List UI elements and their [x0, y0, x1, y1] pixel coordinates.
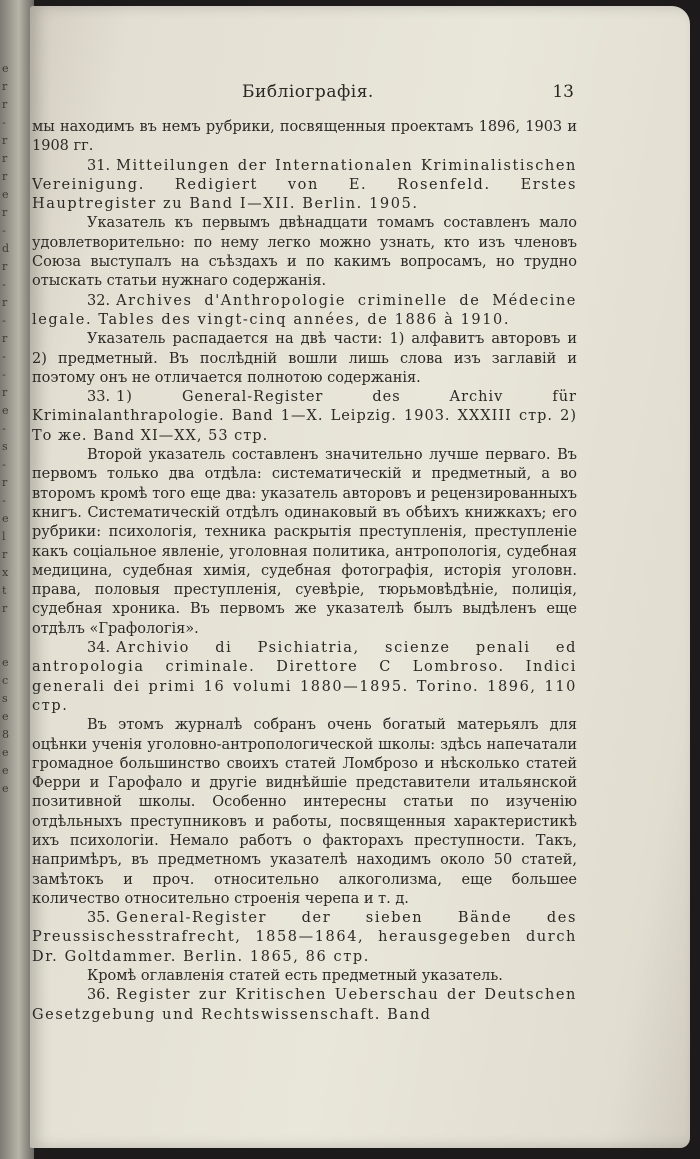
facing-page-fragment: r — [2, 170, 8, 183]
facing-page-fragment: r — [2, 476, 8, 489]
facing-page-fragment: e — [2, 188, 9, 201]
entry-comment-34: Въ этомъ журналѣ собранъ очень богатый матерьялъ для оцѣнки ученія уголовно-антропологической школы: здѣсь напечатали громадное большинство своихъ статей Ломброзо и нѣсколько статей Ферри и Гарофало и другіе виднѣйшіе представители итальянской позитивной школы. Особенно интересны статьи по изученію отдѣльныхъ преступниковъ и работы, посвященныя характеристикѣ ихъ психологіи. Немало работъ о факторахъ преступности. Такъ, напримѣръ, въ предметномъ указателѣ находимъ около 50 статей, замѣтокъ и проч. относительно алкоголизма, еще большее количество относительно строенія черепа и т. д. — [32, 717, 577, 907]
facing-page-fragment: s — [2, 692, 8, 705]
bibliography-entry-35 — [32, 909, 577, 967]
entry-number: 31. — [87, 157, 111, 174]
facing-page-fragment: r — [2, 260, 8, 273]
facing-page-fragment: - — [2, 458, 6, 471]
facing-page-fragment — [2, 636, 28, 654]
bibliography-entry-32 — [32, 292, 577, 331]
facing-page-fragment: e — [2, 746, 9, 759]
facing-page-fragment: e — [2, 512, 9, 525]
entry-number: 33. — [87, 389, 111, 406]
facing-page-fragment: - — [2, 314, 6, 327]
facing-page-text-fragments — [2, 60, 28, 798]
page-number: 13 — [552, 82, 574, 102]
facing-page-fragment: s — [2, 440, 8, 453]
facing-page-fragment — [2, 618, 28, 636]
entry-source: 1) General-Register des Archiv für Kriminalanthrapologie. Band 1—X. Leipzig. 1903. XXXIII стр. 2) То же. Band XI—XX, 53 стр. — [32, 389, 577, 444]
facing-page-fragment: r — [2, 602, 8, 615]
continued-paragraph: мы находимъ въ немъ рубрики, посвященныя проектамъ 1896, 1903 и 1908 гг. — [32, 119, 577, 155]
entry-comment-33: Второй указатель составленъ значительно лучше перваго. Въ первомъ только два отдѣла: систематическій и предметный, а во второмъ кромѣ того еще два: указатель авторовъ и рецензированныхъ книгъ. Систематическій отдѣлъ одинаковый въ обѣихъ книжкахъ; его рубрики: психологія, техника раскрытія преступленія, преступленіе какъ соціальное явленіе, уголовная политика, антропологія, судебная медицина, судебная химія, судебная фотографія, исторія уголовн. права, половыя преступленія, суевѣріе, тюрьмовѣдѣніе, полиція, судебная хроника. Въ первомъ же указателѣ былъ выдѣленъ еще отдѣлъ «Графологія». — [32, 447, 577, 637]
facing-page-fragment: r — [2, 80, 8, 93]
bibliography-entry-36 — [32, 986, 577, 1025]
bibliography-entry-34 — [32, 639, 577, 716]
facing-page-fragment: r — [2, 386, 8, 399]
facing-page-fragment: e — [2, 656, 9, 669]
facing-page-fragment: - — [2, 368, 6, 381]
facing-page-fragment: - — [2, 224, 6, 237]
facing-page-fragment: r — [2, 134, 8, 147]
facing-page-fragment: r — [2, 296, 8, 309]
entry-source: Mitteilungen der Internationalen Kriminalistischen Vereinigung. Redigiert von E. Rosenfeld. Erstes Hauptregister zu Band I—XII. Berlin. 1905. — [32, 157, 577, 213]
facing-page-edge — [0, 0, 34, 1159]
facing-page-fragment: r — [2, 332, 8, 345]
entry-comment-35: Кромѣ оглавленія статей есть предметный указатель. — [87, 968, 503, 985]
facing-page-fragment: - — [2, 278, 6, 291]
entry-number: 35. — [87, 910, 111, 927]
facing-page-fragment: r — [2, 206, 8, 219]
facing-page-fragment: - — [2, 116, 6, 129]
facing-page-fragment: - — [2, 422, 6, 435]
entry-comment-31: Указатель къ первымъ двѣнадцати томамъ составленъ мало удовлетворительно: по нему легко можно узнать, кто изъ членовъ Союза выступалъ на съѣздахъ и по какимъ вопросамъ, но трудно отыскать статьи нужнаго содержанія. — [32, 215, 577, 290]
facing-page-fragment: l — [2, 530, 6, 543]
facing-page-fragment: e — [2, 764, 9, 777]
entry-source: General-Register der sieben Bände des Preussischesstrafrecht, 1858—1864, herausgegeben durch Dr. Goltdammer. Berlin. 1865, 86 стр. — [32, 910, 577, 965]
running-title: Библіографія. — [242, 82, 374, 102]
facing-page-fragment: x — [2, 566, 9, 579]
entry-comment-32: Указатель распадается на двѣ части: 1) алфавитъ авторовъ и 2) предметный. Въ послѣдній вошли лишь слова изъ заглавій и поэтому онъ не отличается полнотою содержанія. — [32, 331, 577, 386]
facing-page-fragment: r — [2, 98, 8, 111]
bibliography-entry-33 — [32, 388, 577, 446]
facing-page-fragment: c — [2, 674, 9, 687]
facing-page-fragment: e — [2, 710, 9, 723]
page-body — [32, 118, 577, 1025]
facing-page-fragment: e — [2, 782, 9, 795]
facing-page-fragment: r — [2, 548, 8, 561]
book-page — [30, 6, 690, 1148]
facing-page-fragment: e — [2, 62, 9, 75]
entry-source: Archives d'Anthropologie criminelle de Médecine legale. Tables des vingt-cinq années, de 1886 à 1910. — [32, 292, 577, 328]
entry-source: Archivio di Psichiatria, scienze penali ed antropologia criminale. Direttore C Lombroso. Indici generali dei primi 16 volumi 1880—1895. Torino. 1896, 110 стр. — [32, 640, 577, 714]
facing-page-fragment: e — [2, 404, 9, 417]
facing-page-fragment: - — [2, 494, 6, 507]
bibliography-entry-31 — [32, 157, 577, 215]
facing-page-fragment: r — [2, 152, 8, 165]
entry-number: 34. — [87, 640, 111, 657]
entry-source: Register zur Kritischen Ueberschau der Deutschen Gesetzgebung und Rechtswissenschaft. Band — [32, 987, 577, 1023]
facing-page-fragment: t — [2, 584, 7, 597]
entry-number: 32. — [87, 292, 111, 309]
entry-number: 36. — [87, 987, 111, 1004]
facing-page-fragment: - — [2, 350, 6, 363]
running-header — [30, 82, 670, 110]
facing-page-fragment: d — [2, 242, 10, 255]
facing-page-fragment: 8 — [2, 728, 9, 741]
